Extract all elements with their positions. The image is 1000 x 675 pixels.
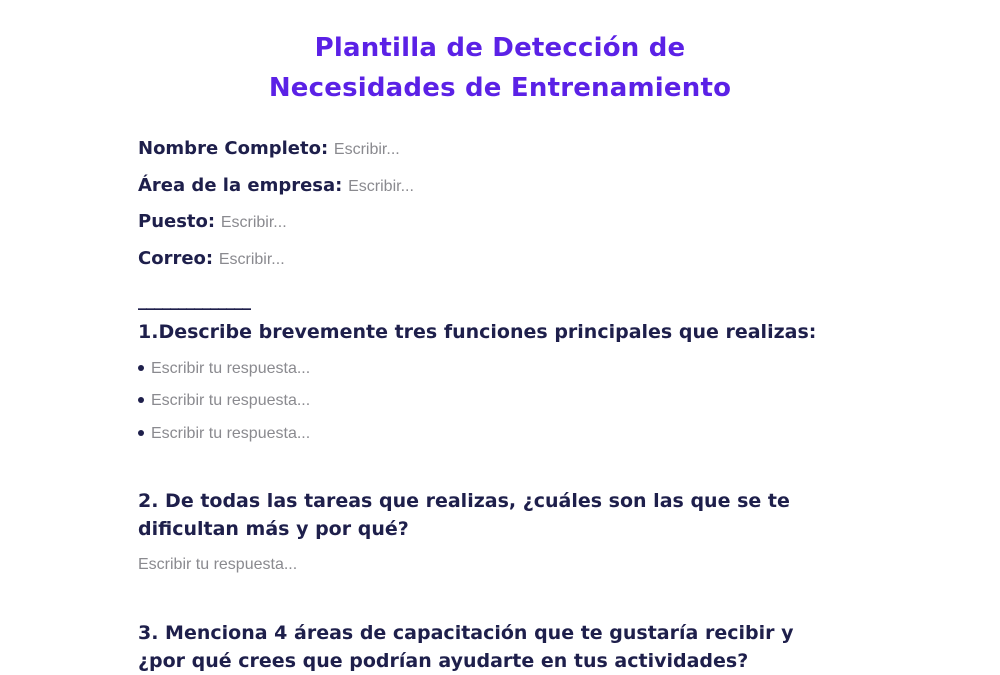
field-area-empresa: [138, 174, 414, 199]
answer-1-3: [138, 422, 310, 445]
field-label: Correo:: [138, 248, 214, 269]
correo-input[interactable]: Escribir...: [218, 251, 285, 268]
page-title: [0, 28, 1000, 108]
field-puesto: [138, 210, 287, 235]
answer-input[interactable]: Escribir tu respuesta...: [138, 556, 298, 573]
title-line-1: Plantilla de Detección de: [314, 33, 686, 63]
field-label: Nombre Completo:: [138, 138, 329, 159]
answer-1-1: [138, 357, 310, 380]
answer-1-2: [138, 389, 310, 412]
answer-input[interactable]: Escribir tu respuesta...: [151, 360, 311, 377]
question-2: 2. De todas las tareas que realizas, ¿cuáles son las que se te dificultan más y por qué?: [138, 490, 790, 540]
answer-2: [138, 553, 297, 576]
question-1: 1.Describe brevemente tres funciones principales que realizas:: [138, 321, 817, 343]
bullet-icon: [138, 430, 144, 436]
field-correo: [138, 247, 285, 272]
bullet-icon: [138, 397, 144, 403]
question-3: 3. Menciona 4 áreas de capacitación que te gustaría recibir y ¿por qué crees que podrían ayudarte en tus actividades?: [138, 622, 794, 672]
puesto-input[interactable]: Escribir...: [220, 214, 287, 231]
answer-input[interactable]: Escribir tu respuesta...: [151, 392, 311, 409]
area-empresa-input[interactable]: Escribir...: [348, 178, 414, 195]
answer-input[interactable]: Escribir tu respuesta...: [151, 425, 311, 442]
field-label: Área de la empresa:: [138, 175, 343, 196]
field-nombre-completo: [138, 137, 400, 162]
section-divider: ______________: [138, 290, 250, 311]
nombre-completo-input[interactable]: Escribir...: [333, 141, 400, 158]
field-label: Puesto:: [138, 211, 216, 232]
title-line-2: Necesidades de Entrenamiento: [268, 73, 732, 103]
bullet-icon: [138, 365, 144, 371]
